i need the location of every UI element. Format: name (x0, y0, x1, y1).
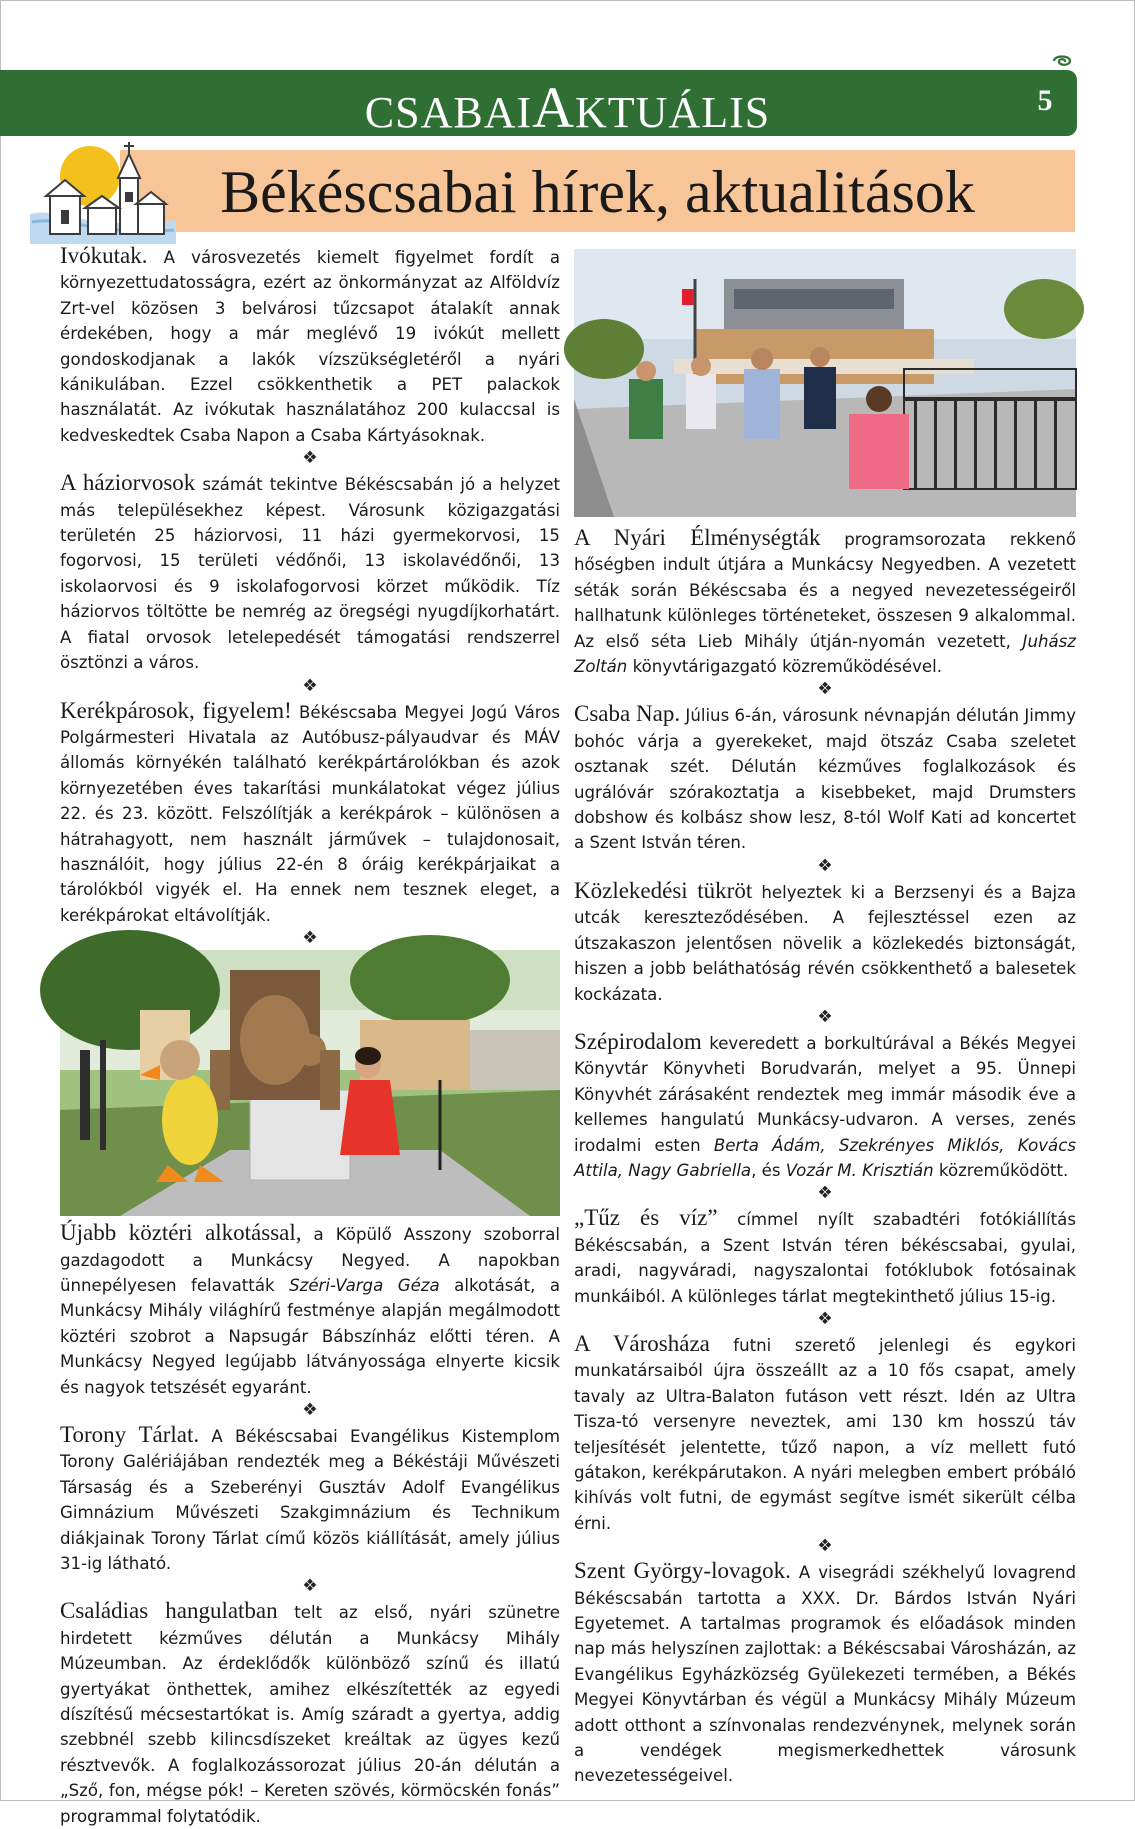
swirl-ornament-icon (1051, 52, 1073, 70)
article-body: Július 6-án, városunk névnapján délután Jimmy bohóc várja a gyerekeket, majd ötszáz Csaba szeletet osztanak szét. Délután kézműves foglalkozások és ugrálóvár szórakoztatja a kisebbeket, majd Drumsters dobshow és kolbász show lesz, 8-tól Wolf Kati ad koncertet a Szent István téren. (574, 706, 1077, 853)
article-lead: Torony Tárlat. (60, 1422, 200, 1447)
right-column (574, 525, 1076, 1789)
article-italic-name: Vozár M. Krisztián (785, 1160, 934, 1180)
article-body: Békéscsaba Megyei Jogú Város Polgármesteri Hivatala az Autóbusz-pályaudvar és MÁV állomás környékén található kerékpártárolókban és azok környezetében éves takarítási munkálatokat végez július 22. és 23. között. Felszólítják a kerékpárok – különösen a hátrahagyott, nem használt járművek – tulajdonosait, használóit, hogy július 22-én 8 óráig kerékpárjaikat a tárolókból vigyék el. Ha ennek nem tesznek eleget, a kerékpárokat eltávolítják. (60, 702, 561, 925)
article-body: alkotását, a Munkácsy Mihály világhírű festménye alapján megálmodott köztéri szobrot a Napsugár Bábszínház előtti téren. A Munkácsy Negyed legújabb látványossága elnyerte kicsik és nagyok tetszését egyaránt. (60, 1275, 561, 1397)
section-title: Békéscsabai hírek, aktualitások (220, 159, 975, 225)
separator-ornament: ❖ (817, 1308, 833, 1329)
article-italic-name: Juhász Zoltán (574, 631, 1076, 677)
article-ivokutak (60, 243, 560, 448)
masthead-title: CSABAIAKTUÁLIS (364, 75, 771, 140)
article-varoshaza (574, 1331, 1076, 1536)
article-csaba-nap (574, 701, 1076, 855)
article-kerekparosok (60, 698, 560, 929)
article-nyari-elmenysetak (574, 525, 1076, 679)
article-body: A visegrádi székhelyű lovagrend Békéscsabán tartotta a XXX. Dr. Bárdos István Nyári Egyetemet. A tartalmas programok és előadások minden nap más helyszínen zajlottak: a Békéscsabai Városházán, az Evangélikus Egyházközség Gyülekezeti termében, a Békés Megyei Könyvtárban és végül a Munkácsy Mihály Múzeum adott otthont a színvonalas rendezvénynek, melynek során a vendégek megismerkedhettek városunk nevezetességeivel. (574, 1563, 1076, 1786)
article-lead: Újabb köztéri alkotással, (60, 1220, 302, 1246)
article-body: futni szerető jelenlegi és egykori munkatársaiból újra összeállt az a 10 fős csapat, amely tavaly az Ultra-Balaton futáson vett részt. Idén az Ultra Tisza-tó versenyre neveztek, ami 130 km hosszú táv teljesítését jelentette, tűző napon, a víz mellett futó gátakon, kerékpárutakon. A nyári melegben embert próbáló kihívás volt futni, de egymást segítve ismét sikerült célba érni. (574, 1335, 1076, 1533)
article-lead: A Városháza (574, 1330, 710, 1356)
separator-ornament: ❖ (302, 675, 318, 696)
article-tuz-es-viz (574, 1205, 1076, 1309)
article-lead: Szépirodalom (574, 1028, 702, 1054)
article-body: a Köpülő Asszony szoborral gazdagodott a Munkácsy Negyed. A napokban ünnepélyesen felavatták (60, 1225, 560, 1295)
left-column (60, 243, 560, 1829)
article-lead: Családias hangulatban (60, 1598, 278, 1624)
separator-ornament: ❖ (817, 679, 833, 700)
article-body: könyvtárigazgató közreműködésével. (627, 657, 942, 677)
separator-ornament: ❖ (302, 928, 318, 949)
article-lead: Ivókutak. (60, 243, 148, 268)
article-body: címmel nyílt szabadtéri fotókiállítás Békéscsabán, a Szent István téren békéscsabai, gyulai, aradi, nagyváradi, nagyszalontai fotóklubok fotósainak munkáiból. A különleges tárlat megtekinthető július 15-ig. (574, 1210, 1076, 1306)
article-italic-name: Széri-Varga Géza (289, 1275, 440, 1295)
separator-ornament: ❖ (817, 1183, 833, 1204)
article-lead: A Nyári Élménységták (574, 525, 821, 550)
separator-ornament: ❖ (817, 1006, 833, 1027)
article-body: , és (751, 1160, 786, 1180)
article-body: A Békéscsabai Evangélikus Kistemplom Torony Galériájában rendezték meg a Békéstáji Művészeti Társaság és a Szeberényi Gusztáv Adolf Evangélikus Gimnázium Művészeti Szakgimnázium és Technikum diákjainak Torony Tárlat című közös kiállítását, amely július 31-ig látható. (60, 1427, 561, 1574)
article-body: programsorozata rekkenő hőségben indult útjára a Munkácsy Negyedben. A vezetett séták során Békéscsaba és a negyed nevezetességeiről hallhatunk különleges történeteket, összesen 9 alkalommal. Az első séta Lieb Mihály útján-nyomán vezetett, (574, 530, 1076, 651)
separator-ornament: ❖ (302, 448, 318, 469)
article-italic-names: Berta Ádám, Szekrényes Miklós, Kovács Attila, Nagy Gabriella (574, 1135, 1076, 1180)
article-haziorvosok (60, 470, 560, 675)
article-torony-tarlat (60, 1422, 560, 1576)
article-lead: A háziorvosok (60, 470, 196, 496)
article-body: telt az első, nyári szünetre hirdetett kézműves délután a Munkácsy Mihály Múzeumban. Az érdeklődők különböző színű és illatú gyertyákat önthettek, amihez elkészítették az egyedi díszítésű mécsestartókat is. Amíg száradt a gyertya, addig szebbnél szebb kilincsdíszeket kreáltak az ügyes kezű résztvevők. A foglalkozássorozat július 20-án délután a „Sző, fon, mégse pók! – Kereten szövés, körmöcskén fonás” programmal folytatódik. (60, 1603, 560, 1826)
article-csaladias-hangulat (60, 1598, 560, 1829)
article-lead: Csaba Nap. (574, 701, 681, 727)
article-body: közreműködött. (933, 1160, 1069, 1180)
article-kozteri-alkotas (60, 1220, 560, 1400)
article-lead: „Tűz és víz” (574, 1205, 718, 1231)
article-szepirodalom (574, 1029, 1076, 1183)
photo-walking-tour (574, 249, 1076, 517)
article-body: A városvezetés kiemelt figyelmet fordít a környezettudatosságra, ezért az önkormányzat az Alföldvíz Zrt-vel közösen 3 belvárosi tűzcsapot átalakít annak érdekében, hogy a már meglévő 19 ivókút mellett gondoskodjanak a lakók vízszükségletéről a nyári kánikulában. Ezzel csökkenthetik a PET palackok használatát. Az ivókutak használatához 200 kulaccsal is kedveskedtek Csaba Napon a Csaba Kártyásoknak. (60, 248, 560, 445)
separator-ornament: ❖ (302, 1576, 318, 1597)
article-body: helyeztek ki a Berzsenyi és a Bajza utcák kereszteződésében. A fejlesztéssel ezen az útszakaszon jelentősen növelik a közlekedés biztonságát, hiszen a jobb beláthatóság révén csökkenthető a balesetek kockázata. (574, 882, 1076, 1004)
article-szent-gyorgy-lovagok (574, 1558, 1076, 1789)
article-body: keveredett a borkultúrával a Békés Megyei Könyvtár Könyvheti Borudvarán, melyet a 95. Ünnepi Könyvhét zárásaként rendeztek meg immár második éve a kellemes hangulatú Munkácsy-udvaron. A verses, zenés irodalmi esten (574, 1033, 1076, 1155)
photo-statue-unveiling (60, 950, 560, 1216)
article-lead: Kerékpárosok, figyelem! (60, 697, 292, 723)
separator-ornament: ❖ (817, 855, 833, 876)
article-lead: Közlekedési tükröt (574, 877, 753, 903)
page-number: 5 (1037, 84, 1053, 117)
separator-ornament: ❖ (302, 1400, 318, 1420)
article-body: számát tekintve Békéscsabán jó a helyzet más településekhez képest. Városunk közigazgatási területén 25 háziorvosi, 11 házi gyermekorvosi, 15 fogorvosi, 15 területi védőnői, 13 iskolavédőnői, 13 iskolaorvosi és 9 iskolafogorvosi körzet működik. Tíz háziorvos töltötte be nemrég az öregségi nyugdíjkorhatárt. A fiatal orvosok letelepedését támogatási rendszerrel ösztönzi a város. (60, 475, 560, 673)
article-kozlekedesi-tukor (574, 878, 1076, 1007)
article-lead: Szent György-lovagok. (574, 1558, 791, 1584)
separator-ornament: ❖ (817, 1536, 833, 1557)
